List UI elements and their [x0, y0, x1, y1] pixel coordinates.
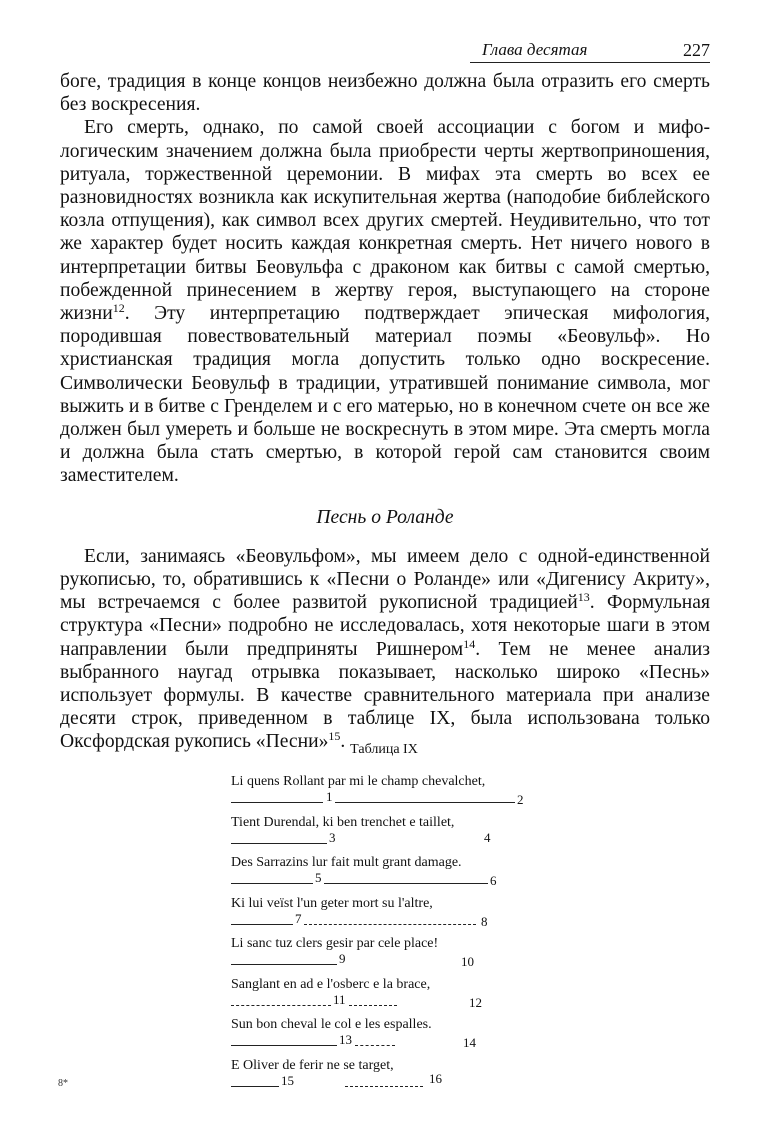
formula-number: 12: [469, 994, 482, 1010]
verse-text: Des Sarrazins lur fait mult grant damage.: [231, 855, 462, 870]
formula-line: [231, 883, 313, 884]
signature-mark: 8*: [58, 1078, 68, 1089]
formula-markers: [231, 992, 531, 1008]
formula-number: 1: [326, 789, 333, 804]
paragraph-3-text-d: .: [340, 731, 346, 753]
verse-text: Tient Durendal, ki ben trenchet e taillet,: [231, 814, 455, 830]
formula-line: [231, 843, 327, 844]
verse-line: [231, 936, 531, 977]
formula-markers: [231, 789, 531, 805]
footnote-ref-12: 12: [112, 301, 125, 316]
formula-number: 7: [295, 910, 302, 926]
verse-line: [231, 855, 531, 896]
paragraph-1: [60, 70, 710, 116]
footnote-ref-15: 15: [328, 729, 341, 744]
verse-line: [231, 896, 531, 937]
formula-markers: [231, 1032, 531, 1048]
footnote-ref-14: 14: [463, 636, 476, 651]
paragraph-3-text-c: . Тем не менее анализ выбранного наугад отрывка показывает, насколько широко «Песнь» использует формулы. В качестве сравнительного материала при анализе десяти строк, приведенном в таблице IX, была использована только Оксфордская рукопись «Песни»: [60, 638, 710, 753]
formula-markers: [231, 1070, 531, 1089]
formula-number: 4: [484, 829, 491, 845]
formula-line: [231, 1005, 331, 1006]
paragraph-2: [60, 116, 710, 487]
chapter-title: Глава десятая: [482, 40, 588, 59]
paragraph-3: [60, 545, 710, 754]
formula-line: [345, 1086, 423, 1087]
formula-number: 5: [315, 870, 322, 885]
verse-line: [231, 977, 531, 1018]
verse-table: [231, 774, 531, 1098]
verse-text: Ki lui veïst l'un geter mort su l'altre,: [231, 895, 433, 911]
formula-number: 3: [329, 829, 336, 845]
formula-markers: [231, 951, 531, 967]
verse-line: [231, 774, 531, 815]
formula-markers: [231, 830, 531, 846]
formula-line: [349, 1005, 397, 1006]
paragraph-3-text-a: Если, занимаясь «Беовульфом», мы имеем дело с одной-единственной рукописью, то, обратившись к «Песни о Роланде» или «Дигенису Акриту», мы встречаемся с более развитой рукописной традицией: [60, 545, 710, 614]
verse-line: [231, 1058, 531, 1099]
verse-line: [231, 815, 531, 856]
running-head: [470, 38, 710, 63]
verse-text: Li quens Rollant par mi le champ chevalchet,: [231, 774, 486, 789]
formula-line: [324, 883, 488, 884]
formula-line: [355, 1045, 395, 1046]
section-heading: Песнь о Роланде: [316, 506, 454, 528]
formula-line: [231, 802, 323, 803]
paragraph-2-text-a: Его смерть, однако, по самой своей ассоциации с богом и мифологическим значением должна была приобрести черты жертвоприношения, ритуала, торжественной церемонии. В мифах эта смерть во всех ее разновидностях возникла как искупительная жертва (наподобие библейского козла отпущения), как символ всех других смертей. Неудивительно, что тот же характер будет носить каждая конкретная смерть. Нет ничего нового в интерпретации битвы Беовульфа с драконом как битвы с самой смертью, побежденной принесением в жертву героя, выступающего на стороне жизни: [60, 117, 710, 325]
table-caption: Таблица IX: [350, 742, 418, 757]
formula-line: [231, 1045, 337, 1046]
formula-line: [231, 964, 337, 965]
footnote-ref-13: 13: [577, 590, 590, 605]
paragraph-2-text-b: . Эту интерпретацию подтверждает эпическая мифология, породившая повествовательный материал поэмы «Беовульф». Но христианская традиция могла допустить только одно воскресение. Символически Беовульф в традиции, утратившей понимание символа, мог выжить и в битве с Гренделем и с его матерью, но в конечном счете он все же должен был умереть и больше не воскреснуть в этом мире. Эта смерть могла и должна была стать смертью, в которой герой сам становится своим заместителем.: [60, 303, 710, 487]
formula-line: [304, 924, 476, 925]
formula-number: 15: [281, 1072, 294, 1088]
body-text: [60, 70, 710, 754]
formula-number: 6: [490, 873, 497, 888]
verse-text: Li sanc tuz clers gesir par cele place!: [231, 936, 439, 951]
verse-text: E Oliver de ferir ne se target,: [231, 1057, 394, 1073]
formula-number: 14: [463, 1035, 476, 1050]
formula-number: 9: [339, 951, 346, 966]
verse-line: [231, 1017, 531, 1058]
formula-line: [231, 1086, 279, 1087]
formula-number: 8: [481, 913, 488, 929]
page-number: 227: [683, 40, 710, 60]
formula-number: 13: [339, 1032, 352, 1047]
verse-text: Sanglant en ad e l'osberc e la brace,: [231, 976, 431, 992]
formula-number: 2: [517, 792, 524, 807]
formula-number: 10: [461, 954, 474, 969]
paragraph-1-text: боге, традиция в конце концов неизбежно должна была отразить его смерть без воскресения.: [60, 71, 710, 116]
formula-markers: [231, 870, 531, 886]
paragraph-3-text-b: . Формульная структура «Песни» подробно не исследовалась, хотя некоторые шаги в этом направлении были предприняты Ришнером: [60, 592, 710, 660]
formula-number: 11: [333, 991, 346, 1007]
formula-number: 16: [429, 1070, 442, 1086]
verse-text: Sun bon cheval le col e les espalles.: [231, 1017, 432, 1032]
formula-markers: [231, 911, 531, 927]
formula-line: [231, 924, 293, 925]
formula-line: [335, 802, 515, 803]
